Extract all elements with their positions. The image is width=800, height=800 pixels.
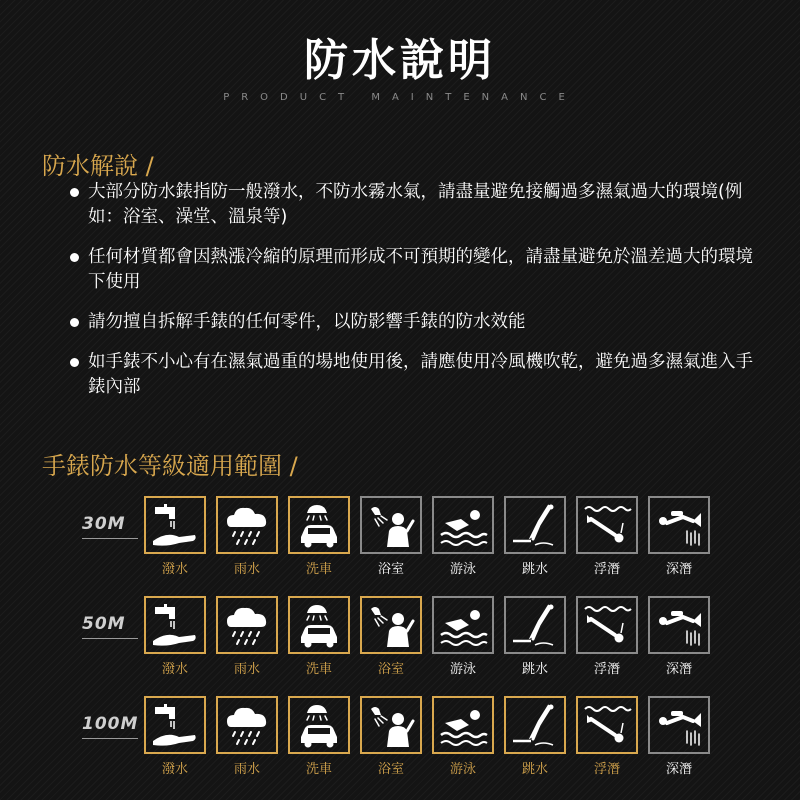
- activity-label: 游泳: [449, 762, 476, 777]
- activity-box: [648, 496, 710, 554]
- rain-cloud-icon: [221, 501, 273, 549]
- activity-label: 洗車: [305, 762, 332, 777]
- activity-cell: [216, 496, 278, 577]
- activity-cell: [504, 496, 566, 577]
- activity-box: [576, 696, 638, 754]
- activity-label: 深潛: [665, 662, 692, 677]
- activity-box: [144, 596, 206, 654]
- car-wash-icon: [293, 501, 345, 549]
- activity-cell: [144, 496, 206, 577]
- activity-box: [360, 496, 422, 554]
- activity-box: [216, 596, 278, 654]
- swimming-icon: [437, 701, 489, 749]
- activity-cell: [288, 596, 350, 677]
- activity-label: 雨水: [233, 662, 260, 677]
- faucet-splash-icon: [149, 601, 201, 649]
- page-subtitle: PRODUCT MAINTENANCE: [223, 92, 577, 103]
- activity-label: 洗車: [305, 662, 332, 677]
- activity-cell: [360, 596, 422, 677]
- activity-box: [288, 596, 350, 654]
- activity-box: [360, 696, 422, 754]
- activity-cell: [504, 596, 566, 677]
- grid-row-50m: [0, 596, 800, 684]
- depth-label: 50M: [82, 614, 126, 634]
- activity-cell: [360, 496, 422, 577]
- activity-cell: [288, 696, 350, 777]
- diving-icon: [509, 701, 561, 749]
- bullet-item: 大部分防水錶指防一般潑水，不防水霧水氣，請盡量避免接觸過多濕氣過大的環境(例如：浴室、澡堂、溫泉等): [68, 180, 768, 230]
- activity-box: [648, 596, 710, 654]
- page-title: 防水說明: [304, 35, 496, 86]
- activity-box: [144, 496, 206, 554]
- activity-cell: [216, 696, 278, 777]
- activity-box: [288, 496, 350, 554]
- rain-cloud-icon: [221, 601, 273, 649]
- activity-label: 浮潛: [593, 562, 620, 577]
- depth-label: 30M: [82, 514, 126, 534]
- activity-label: 浴室: [377, 662, 404, 677]
- car-wash-icon: [293, 701, 345, 749]
- depth-divider: [82, 738, 138, 739]
- activity-cell: [144, 596, 206, 677]
- diving-icon: [509, 501, 561, 549]
- activity-label: 浮潛: [593, 762, 620, 777]
- depth-divider: [82, 538, 138, 539]
- activity-label: 潑水: [161, 662, 188, 677]
- activity-box: [648, 696, 710, 754]
- activity-cell: [576, 496, 638, 577]
- activity-box: [504, 696, 566, 754]
- activity-cell: [288, 496, 350, 577]
- activity-box: [432, 696, 494, 754]
- depth-label: 100M: [82, 714, 139, 734]
- activity-label: 深潛: [665, 762, 692, 777]
- activity-box: [144, 696, 206, 754]
- activity-box: [288, 696, 350, 754]
- activity-box: [216, 496, 278, 554]
- activity-cell: [648, 696, 710, 777]
- activity-cell: [432, 496, 494, 577]
- swimming-icon: [437, 601, 489, 649]
- activity-label: 雨水: [233, 562, 260, 577]
- activity-label: 游泳: [449, 662, 476, 677]
- grid-row-30m: [0, 496, 800, 584]
- activity-cell: [576, 696, 638, 777]
- bullet-list: [68, 180, 768, 415]
- activity-label: 雨水: [233, 762, 260, 777]
- activity-cell: [648, 496, 710, 577]
- snorkeling-icon: [581, 501, 633, 549]
- activity-box: [432, 596, 494, 654]
- activity-cell: [648, 596, 710, 677]
- activity-label: 游泳: [449, 562, 476, 577]
- bullet-item: 任何材質都會因熱漲冷縮的原理而形成不可預期的變化，請盡量避免於溫差過大的環境下使用: [68, 245, 768, 295]
- activity-cell: [216, 596, 278, 677]
- activity-box: [360, 596, 422, 654]
- section-heading-waterproof-explanation: 防水解說 /: [42, 152, 154, 180]
- snorkeling-icon: [581, 701, 633, 749]
- car-wash-icon: [293, 601, 345, 649]
- activity-label: 洗車: [305, 562, 332, 577]
- rain-cloud-icon: [221, 701, 273, 749]
- activity-label: 浴室: [377, 762, 404, 777]
- scuba-diving-icon: [653, 701, 705, 749]
- activity-cell: [504, 696, 566, 777]
- activity-box: [504, 596, 566, 654]
- section-heading-water-resistance-range: 手錶防水等級適用範圍 /: [42, 452, 298, 480]
- activity-box: [432, 496, 494, 554]
- activity-label: 潑水: [161, 762, 188, 777]
- activity-box: [216, 696, 278, 754]
- scuba-diving-icon: [653, 601, 705, 649]
- activity-label: 潑水: [161, 562, 188, 577]
- shower-icon: [365, 601, 417, 649]
- snorkeling-icon: [581, 601, 633, 649]
- activity-label: 浮潛: [593, 662, 620, 677]
- bullet-item: 請勿擅自拆解手錶的任何零件，以防影響手錶的防水效能: [68, 310, 768, 335]
- activity-cell: [432, 596, 494, 677]
- activity-label: 浴室: [377, 562, 404, 577]
- scuba-diving-icon: [653, 501, 705, 549]
- faucet-splash-icon: [149, 501, 201, 549]
- swimming-icon: [437, 501, 489, 549]
- faucet-splash-icon: [149, 701, 201, 749]
- bullet-item: 如手錶不小心有在濕氣過重的場地使用後，請應使用冷風機吹乾，避免過多濕氣進入手錶內部: [68, 350, 768, 400]
- activity-cell: [576, 596, 638, 677]
- grid-row-100m: [0, 696, 800, 784]
- activity-cell: [360, 696, 422, 777]
- activity-cell: [144, 696, 206, 777]
- activity-box: [576, 596, 638, 654]
- activity-box: [504, 496, 566, 554]
- activity-label: 跳水: [521, 562, 548, 577]
- activity-label: 跳水: [521, 662, 548, 677]
- activity-box: [576, 496, 638, 554]
- shower-icon: [365, 701, 417, 749]
- activity-label: 深潛: [665, 562, 692, 577]
- activity-label: 跳水: [521, 762, 548, 777]
- activity-cell: [432, 696, 494, 777]
- depth-divider: [82, 638, 138, 639]
- shower-icon: [365, 501, 417, 549]
- diving-icon: [509, 601, 561, 649]
